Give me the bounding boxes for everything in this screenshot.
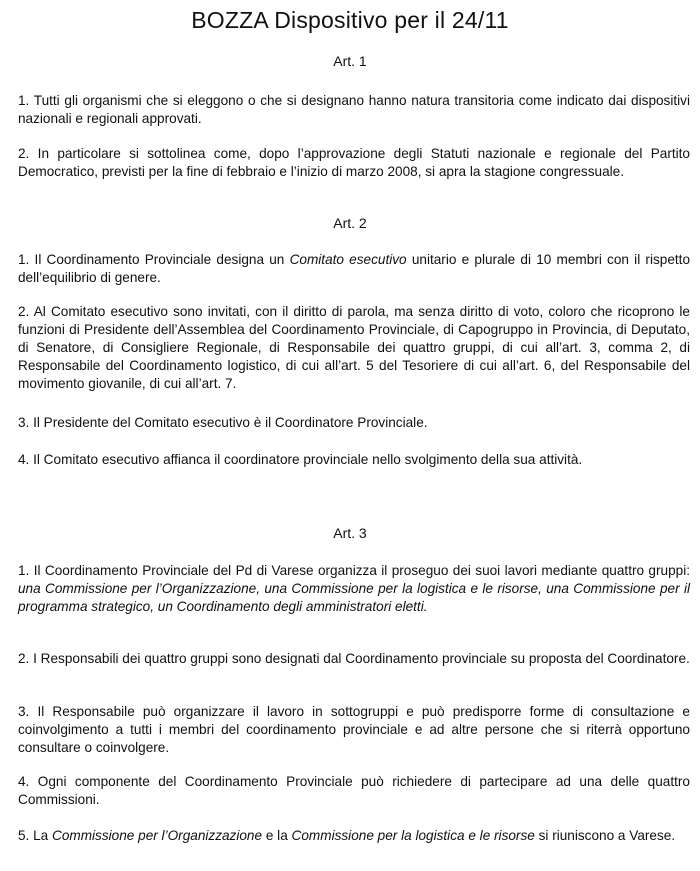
article-3-paragraph-3 [18, 703, 690, 757]
paragraph-text-segment: 3. Il Presidente del Comitato esecutivo è il Coordinatore Provinciale. [18, 415, 428, 430]
article-2-paragraph-1 [18, 251, 690, 287]
paragraph-text-segment: e la [262, 828, 292, 843]
paragraph-text-segment: 1. Il Coordinamento Provinciale del Pd di Varese organizza il proseguo dei suoi lavori mediante quattro gruppi: [18, 563, 690, 578]
article-heading-2: Art. 2 [333, 215, 367, 231]
paragraph-text-segment: Commissione per l’Organizzazione [52, 828, 263, 843]
article-heading-1: Art. 1 [333, 53, 367, 69]
article-3-paragraph-4 [18, 773, 690, 809]
paragraph-text-segment: 3. Il Responsabile può organizzare il lavoro in sottogruppi e può predisporre forme di consultazione e coinvolgimento a tutti i membri del coordinamento provinciale e ad altre persone che si riterrà opportuno consultare o coinvolgere. [18, 704, 690, 755]
document-title: BOZZA Dispositivo per il 24/11 [191, 7, 509, 33]
paragraph-text-segment: 5. La [18, 828, 53, 843]
paragraph-text-segment: 4. Il Comitato esecutivo affianca il coordinatore provinciale nello svolgimento della sua attività. [18, 452, 583, 467]
article-1-paragraph-1 [18, 92, 690, 128]
paragraph-text-segment: 1. Il Coordinamento Provinciale designa un [18, 252, 290, 267]
paragraph-text-segment: Comitato esecutivo [289, 252, 407, 267]
article-3-paragraph-1 [18, 562, 690, 616]
paragraph-text-segment: una Commissione per l’Organizzazione, una Commissione per la logistica e le risorse, una Commissione per il programma strategico, un Coordinamento degli amministratori eletti. [18, 581, 690, 614]
paragraph-text-segment: si riuniscono a Varese. [534, 828, 676, 843]
paragraph-text-segment: 1. Tutti gli organismi che si eleggono o che si designano hanno natura transitoria come indicato dai dispositivi nazionali e regionali approvati. [18, 93, 690, 126]
article-1-paragraph-2 [18, 145, 690, 181]
article-3-paragraph-5 [18, 827, 690, 845]
paragraph-text-segment: 2. In particolare si sottolinea come, dopo l’approvazione degli Statuti nazionale e regionale del Partito Democratico, previsti per la fine di febbraio e l’inizio di marzo 2008, si apra la stagione congressuale. [18, 146, 690, 179]
paragraph-text-segment: 2. Al Comitato esecutivo sono invitati, con il diritto di parola, ma senza diritto di voto, coloro che ricoprono le funzioni di Presidente dell’Assemblea del Coordinamento Provinciale, di Capogruppo in Provincia, di Deputato, di Senatore, di Consigliere Regionale, di Responsabile dei quattro gruppi, di cui all’art. 3, comma 2, di Responsabile del Coordinamento logistico, di cui all’art. 5 del Tesoriere di cui all’art. 6, del Responsabile del movimento giovanile, di cui all’art. 7. [18, 304, 690, 391]
article-3-paragraph-2 [18, 650, 690, 668]
article-2-paragraph-2 [18, 303, 690, 393]
article-2-paragraph-4 [18, 451, 690, 469]
paragraph-text-segment: Commissione per la logistica e le risorse [291, 828, 535, 843]
article-heading-3: Art. 3 [333, 525, 367, 541]
paragraph-text-segment: unitario e plurale di 10 membri con il rispetto dell’equilibrio di genere. [18, 252, 691, 285]
paragraph-text-segment: 2. I Responsabili dei quattro gruppi sono designati dal Coordinamento provinciale su proposta del Coordinatore. [18, 651, 690, 666]
article-2-paragraph-3 [18, 414, 690, 432]
paragraph-text-segment: 4. Ogni componente del Coordinamento Provinciale può richiedere di partecipare ad una delle quattro Commissioni. [18, 774, 690, 807]
